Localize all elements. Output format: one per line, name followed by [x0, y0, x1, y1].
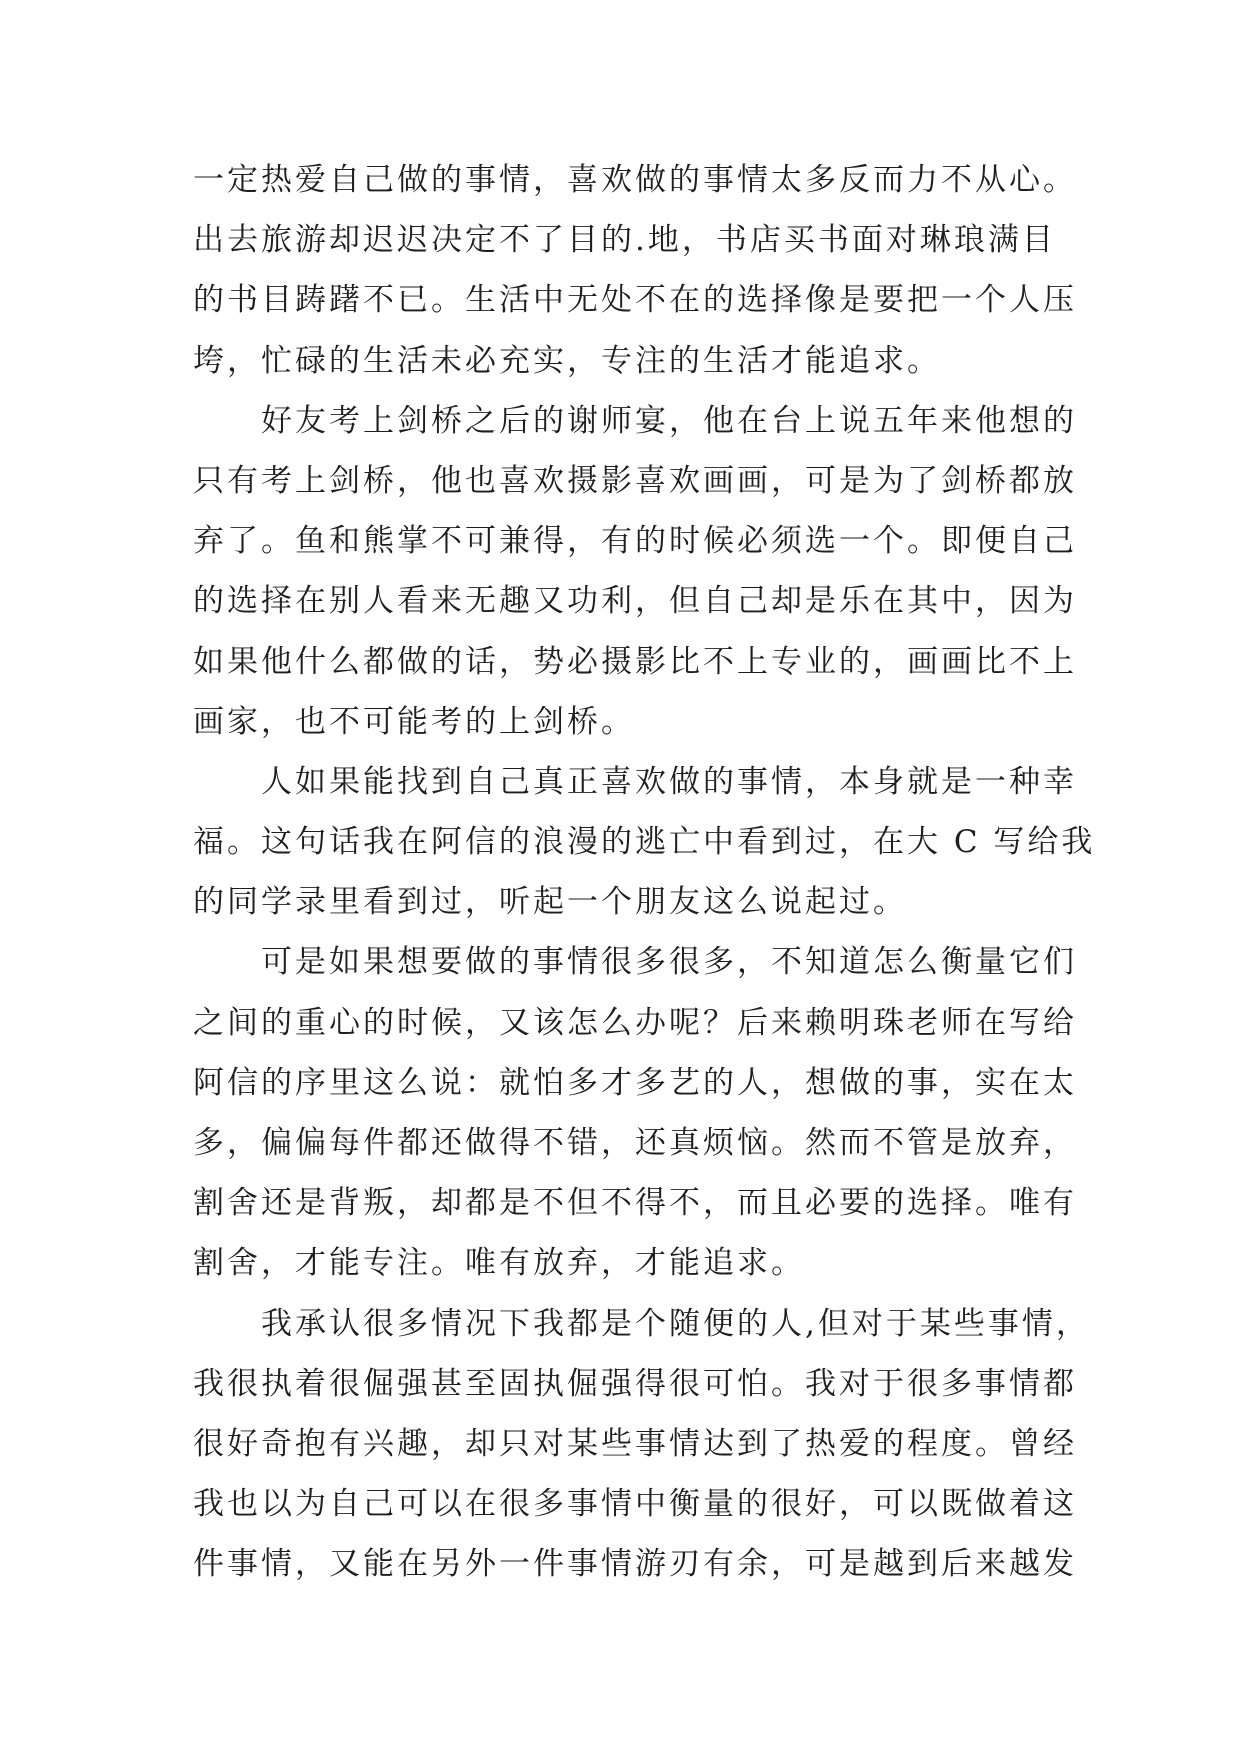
text-line: 的书目踌躇不已。生活中无处不在的选择像是要把一个人压 — [193, 282, 1077, 319]
text-line: 多，偏偏每件都还做得不错，还真烦恼。然而不管是放弃， — [193, 1125, 1077, 1161]
text-line: 只有考上剑桥，他也喜欢摄影喜欢画画，可是为了剑桥都放 — [193, 462, 1077, 499]
text-line: 可是如果想要做的事情很多很多，不知道怎么衡量它们 — [193, 944, 1077, 981]
text-line: 我承认很多情况下我都是个随便的人,但对于某些事情， — [193, 1305, 1090, 1342]
text-line: 一定热爱自己做的事情，喜欢做的事情太多反而力不从心。 — [193, 162, 1077, 198]
text-line: 我很执着很倔强甚至固执倔强得很可怕。我对于很多事情都 — [193, 1365, 1077, 1402]
text-line: 割舍还是背叛，却都是不但不得不，而且必要的选择。唯有 — [193, 1185, 1077, 1222]
text-line: 阿信的序里这么说：就怕多才多艺的人，想做的事，实在太 — [193, 1064, 1077, 1101]
text-line: 画家，也不可能考的上剑桥。 — [193, 703, 635, 740]
text-line: 件事情，又能在另外一件事情游刃有余，可是越到后来越发 — [193, 1546, 1077, 1583]
text-line: 如果他什么都做的话，势必摄影比不上专业的，画画比不上 — [193, 643, 1077, 680]
text-line: 弃了。鱼和熊掌不可兼得，有的时候必须选一个。即便自己 — [193, 523, 1077, 560]
text-line: 割舍，才能专注。唯有放弃，才能追求。 — [193, 1245, 805, 1282]
text-line: 的同学录里看到过，听起一个朋友这么说起过。 — [193, 884, 907, 921]
text-line: 垮，忙碌的生活未必充实，专注的生活才能追求。 — [193, 342, 941, 379]
text-line: 很好奇抱有兴趣，却只对某些事情达到了热爱的程度。曾经 — [193, 1425, 1077, 1462]
text-line: 之间的重心的时候，又该怎么办呢？后来赖明珠老师在写给 — [193, 1004, 1077, 1041]
text-line: 出去旅游却迟迟决定不了目的.地，书店买书面对琳琅满目 — [193, 222, 1056, 259]
text-line: 福。这句话我在阿信的浪漫的逃亡中看到过，在大 C 写给我 — [193, 824, 1096, 861]
text-line: 的选择在别人看来无趣又功利，但自己却是乐在其中，因为 — [193, 583, 1077, 620]
text-line: 我也以为自己可以在很多事情中衡量的很好，可以既做着这 — [193, 1486, 1077, 1523]
text-line: 人如果能找到自己真正喜欢做的事情，本身就是一种幸 — [193, 763, 1077, 800]
document-body-text — [193, 150, 1096, 1595]
text-line: 好友考上剑桥之后的谢师宴，他在台上说五年来他想的 — [193, 402, 1077, 439]
